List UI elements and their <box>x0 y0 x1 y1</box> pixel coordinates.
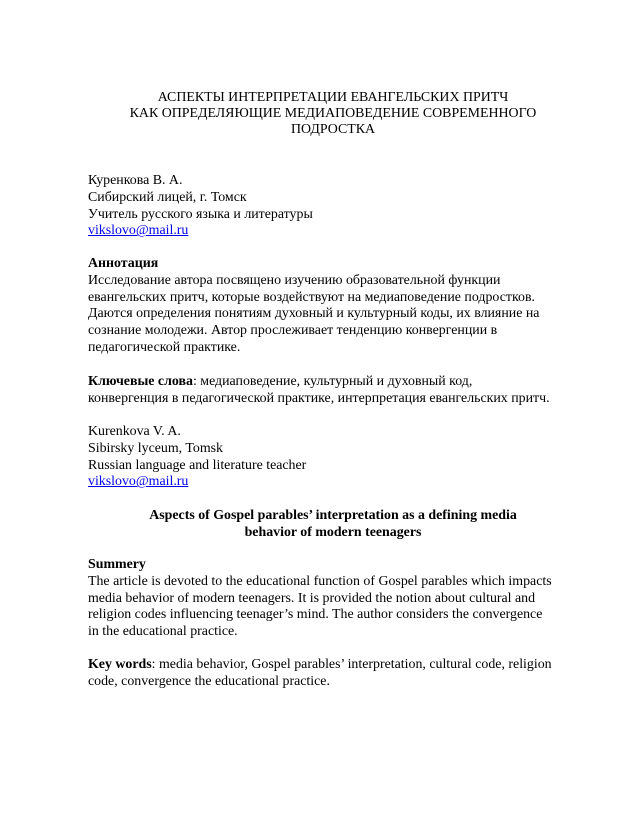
title-en-line-1: Aspects of Gospel parables’ interpretation as a defining media <box>149 508 517 523</box>
author-block-ru <box>88 173 580 240</box>
author-institution-en: Sibirsky lyceum, Tomsk <box>88 440 223 456</box>
title-ru-line-3: ПОДРОСТКА <box>291 122 375 137</box>
keywords-en-line-1: : media behavior, Gospel parables’ interpretation, cultural code, religion <box>151 657 552 672</box>
summary-en-line-4: in the educational practice. <box>88 624 238 640</box>
keywords-ru-line-1: : медиаповедение, культурный и духовный код, <box>192 374 473 389</box>
author-position-en: Russian language and literature teacher <box>88 457 307 473</box>
author-institution-ru: Сибирский лицей, г. Томск <box>88 189 247 205</box>
abstract-ru-line-1: Исследование автора посвящено изучению образовательной функции <box>88 272 501 288</box>
title-en <box>88 507 578 541</box>
title-en-line-2: behavior of modern teenagers <box>244 525 422 540</box>
author-email-link-en[interactable]: vikslovo@mail.ru <box>88 474 189 490</box>
keywords-ru-line-2: конвергенция в педагогической практике, интерпретация евангельских притч. <box>88 390 550 406</box>
keywords-ru <box>88 374 580 408</box>
title-ru-line-1: АСПЕКТЫ ИНТЕРПРЕТАЦИИ ЕВАНГЕЛЬСКИХ ПРИТЧ <box>157 90 509 105</box>
summary-en-line-1: The article is devoted to the educational function of Gospel parables which impacts <box>88 573 552 589</box>
summary-en-line-3: religion codes influencing teenager’s mind. The author considers the convergence <box>88 607 543 623</box>
title-ru-line-2: КАК ОПРЕДЕЛЯЮЩИЕ МЕДИАПОВЕДЕНИЕ СОВРЕМЕННОГО <box>129 106 537 121</box>
abstract-ru-line-3: Даются определения понятиям духовный и культурный коды, их влияние на <box>88 306 540 322</box>
keywords-en <box>88 657 580 691</box>
author-name-en: Kurenkova V. A. <box>88 424 181 439</box>
author-name-ru: Куренкова В. А. <box>88 173 183 188</box>
abstract-ru-heading: Аннотация <box>88 256 159 271</box>
keywords-en-line-2: code, convergence the educational practice. <box>88 673 330 689</box>
abstract-ru <box>88 256 580 357</box>
keywords-ru-label: Ключевые слова <box>88 374 193 389</box>
summary-en <box>88 557 580 641</box>
title-ru <box>88 90 578 138</box>
keywords-en-label: Key words <box>88 657 152 672</box>
abstract-ru-line-2: евангельских притч, которые воздействуют на медиаповедение подростков. <box>88 289 535 305</box>
summary-en-heading: Summery <box>88 557 146 572</box>
author-block-en <box>88 424 580 491</box>
author-email-link-ru[interactable]: vikslovo@mail.ru <box>88 223 189 239</box>
author-position-ru: Учитель русского языка и литературы <box>88 206 313 222</box>
abstract-ru-line-5: педагогической практике. <box>88 339 241 355</box>
abstract-ru-line-4: сознание молодежи. Автор прослеживает тенденцию конвергенции в <box>88 323 498 339</box>
summary-en-line-2: media behavior of modern teenagers. It is provided the notion about cultural and <box>88 590 536 606</box>
